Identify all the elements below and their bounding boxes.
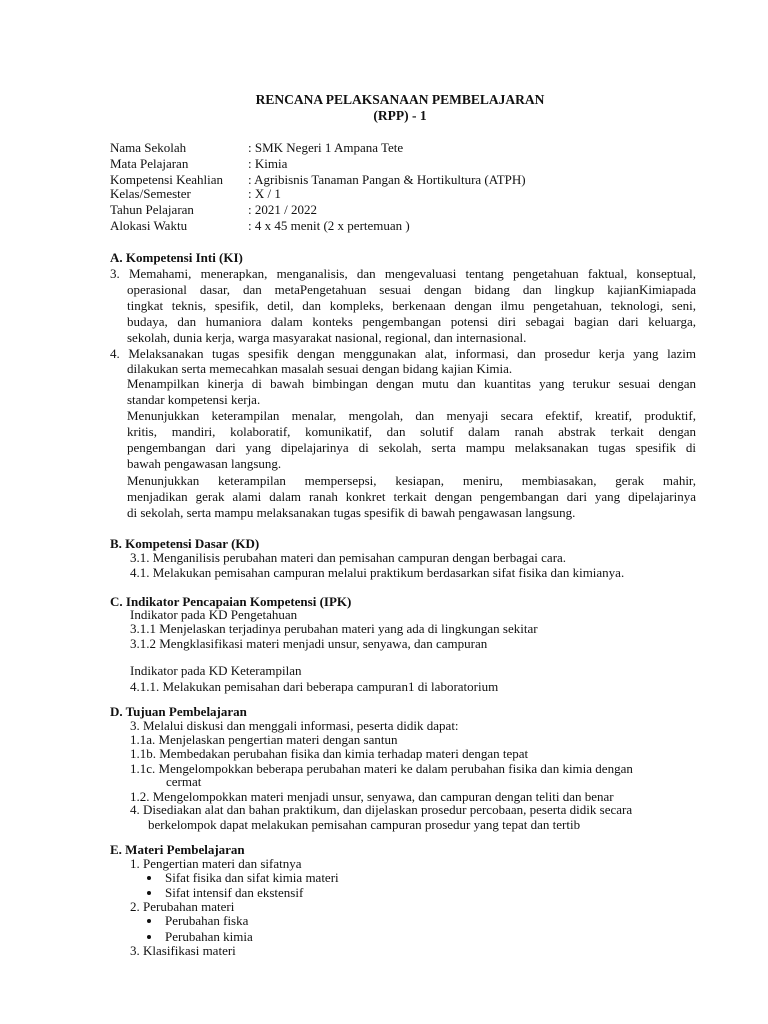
identity-label: Kelas/Semester — [110, 186, 191, 201]
materi-bullet-item: Perubahan kimia — [165, 929, 253, 944]
ki3-line: budaya, dan humaniora dalam konteks pengembangan potensi diri sebagai bagian dari keluarga, — [127, 314, 696, 329]
materi-numbered-item: 1. Pengertian materi dan sifatnya — [130, 856, 302, 871]
materi-bullet-item: Perubahan fiska — [165, 913, 249, 928]
section-heading: B. Kompetensi Dasar (KD) — [110, 536, 260, 551]
identity-label: Tahun Pelajaran — [110, 202, 194, 217]
ipk-subheading: Indikator pada KD Pengetahuan — [130, 607, 298, 622]
section-heading: E. Materi Pembelajaran — [110, 842, 245, 857]
ki3-line: tingkat teknis, spesifik, detil, dan kompleks, berkenaan dengan ilmu pengetahuan, teknologi, seni, — [127, 298, 696, 313]
ki-paragraph-line: kritis, mandiri, kolaboratif, komunikatif, dan solutif dalam ranah abstrak terkait dengan — [127, 424, 696, 439]
identity-label: Nama Sekolah — [110, 140, 187, 155]
ki4-line: 4. Melaksanakan tugas spesifik dengan menggunakan alat, informasi, dan prosedur kerja yang lazim — [110, 346, 696, 361]
ki4-line: dilakukan serta memecahkan masalah sesuai dengan bidang kajian Kimia. — [127, 361, 513, 376]
document-title: RENCANA PELAKSANAAN PEMBELAJARAN — [255, 92, 545, 107]
ki-paragraph-line: standar kompetensi kerja. — [127, 392, 261, 407]
identity-label: Alokasi Waktu — [110, 218, 188, 233]
ipk-subheading: Indikator pada KD Keterampilan — [130, 663, 302, 678]
materi-bullet-item: Sifat fisika dan sifat kimia materi — [165, 870, 339, 885]
ki3-line: sekolah, dunia kerja, warga masyarakat nasional, regional, dan internasional. — [127, 330, 527, 345]
ipk-item: 4.1.1. Melakukan pemisahan dari beberapa campuran1 di laboratorium — [130, 679, 499, 694]
kd-item: 4.1. Melakukan pemisahan campuran melalui praktikum berdasarkan sifat fisika dan kimianya. — [130, 565, 625, 580]
ki-paragraph-line: pengembangan dari yang dipelajarinya di sekolah, serta mampu melaksanakan tugas spesifik di — [127, 440, 696, 455]
bullet-icon — [147, 935, 151, 939]
identity-label: Kompetensi Keahlian — [110, 172, 223, 187]
materi-bullet-item: Sifat intensif dan ekstensif — [165, 885, 304, 900]
ki-paragraph-line: di sekolah, serta mampu melaksanakan tugas spesifik di bawah pengawasan langsung. — [127, 505, 576, 520]
ki-paragraph-line: Menunjukkan keterampilan mempersepsi, kesiapan, meniru, membiasakan, gerak mahir, — [127, 473, 696, 488]
identity-value: : SMK Negeri 1 Ampana Tete — [248, 140, 404, 155]
identity-value: : 4 x 45 menit (2 x pertemuan ) — [248, 218, 410, 233]
bullet-icon — [147, 919, 151, 923]
tujuan-item: 4. Disediakan alat dan bahan praktikum, dan dijelaskan prosedur percobaan, peserta didik secara — [130, 802, 633, 817]
tujuan-item-continued: cermat — [166, 774, 202, 789]
ki-paragraph-line: menjadikan gerak alami dalam ranah konkret terkait dengan pengembangan dari yang dipelajarinya — [127, 489, 696, 504]
document-subtitle: (RPP) - 1 — [373, 108, 427, 123]
tujuan-intro: 3. Melalui diskusi dan menggali informasi, peserta didik dapat: — [130, 718, 459, 733]
tujuan-item-continued: berkelompok dapat melakukan pemisahan campuran prosedur yang tepat dan tertib — [148, 817, 581, 832]
identity-value: : Agribisnis Tanaman Pangan & Hortikultura (ATPH) — [248, 172, 526, 187]
ki3-line: operasional dasar, dan metaPengetahuan sesuai dengan bidang dan lingkup kajianKimiapada — [127, 282, 696, 297]
ipk-item: 3.1.2 Mengklasifikasi materi menjadi unsur, senyawa, dan campuran — [130, 636, 488, 651]
ki-paragraph-line: Menampilkan kinerja di bawah bimbingan dengan mutu dan kuantitas yang terukur sesuai dengan — [127, 376, 696, 391]
identity-label: Mata Pelajaran — [110, 156, 189, 171]
ki3-line: 3. Memahami, menerapkan, menganalisis, dan mengevaluasi tentang pengetahuan faktual, konseptual, — [110, 266, 696, 281]
section-heading: D. Tujuan Pembelajaran — [110, 704, 247, 719]
ki-paragraph-line: Menunjukkan keterampilan menalar, mengolah, dan menyaji secara efektif, kreatif, produktif, — [127, 408, 696, 423]
ki-paragraph-line: bawah pengawasan langsung. — [127, 456, 282, 471]
tujuan-item: 1.2. Mengelompokkan materi menjadi unsur, senyawa, dan campuran dengan teliti dan benar — [130, 789, 614, 804]
identity-value: : 2021 / 2022 — [248, 202, 317, 217]
ipk-item: 3.1.1 Menjelaskan terjadinya perubahan materi yang ada di lingkungan sekitar — [130, 621, 538, 636]
materi-numbered-item: 3. Klasifikasi materi — [130, 943, 236, 958]
bullet-icon — [147, 891, 151, 895]
tujuan-item: 1.1a. Menjelaskan pengertian materi dengan santun — [130, 732, 398, 747]
materi-numbered-item: 2. Perubahan materi — [130, 899, 235, 914]
tujuan-item: 1.1c. Mengelompokkan beberapa perubahan materi ke dalam perubahan fisika dan kimia dengan — [130, 761, 633, 776]
section-heading: C. Indikator Pencapaian Kompetensi (IPK) — [110, 594, 352, 609]
identity-value: : X / 1 — [248, 186, 281, 201]
kd-item: 3.1. Menganilisis perubahan materi dan pemisahan campuran dengan berbagai cara. — [130, 550, 567, 565]
identity-value: : Kimia — [248, 156, 288, 171]
bullet-icon — [147, 876, 151, 880]
section-heading: A. Kompetensi Inti (KI) — [110, 250, 243, 265]
tujuan-item: 1.1b. Membedakan perubahan fisika dan kimia terhadap materi dengan tepat — [130, 746, 529, 761]
